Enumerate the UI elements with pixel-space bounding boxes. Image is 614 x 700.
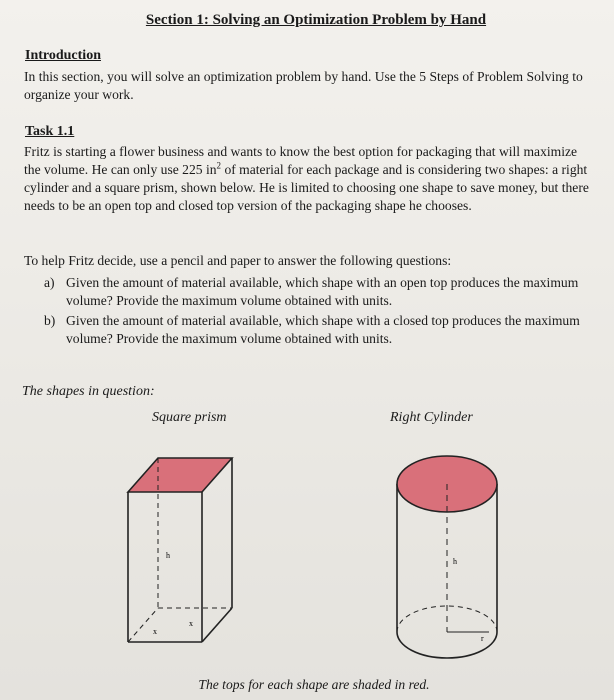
task-heading: Task 1.1 xyxy=(25,124,75,139)
question-marker: b) xyxy=(44,313,56,328)
question-a xyxy=(44,274,592,310)
prism-top-face xyxy=(128,458,232,492)
square-prism-caption: Square prism xyxy=(152,410,227,425)
cylinder-caption: Right Cylinder xyxy=(390,410,473,425)
cylinder-figure xyxy=(385,440,515,665)
cylinder-radius-label: r xyxy=(481,634,484,643)
question-marker: a) xyxy=(44,275,55,290)
question-text: Given the amount of material available, which shape with an open top produces the maximum volume? Provide the maximum volume obtained with units. xyxy=(66,275,579,308)
prism-height-label: h xyxy=(166,551,170,560)
task-text-before: Fritz is starting a flower business and wants to know the best option for packaging that will maximize the volume. He can only use 225 in xyxy=(24,144,578,177)
section-title: Section 1: Solving an Optimization Problem by Hand xyxy=(145,12,487,28)
square-prism-figure xyxy=(110,440,250,650)
unit-exponent: 2 xyxy=(216,160,222,171)
task-text-after: of material for each package and is considering two shapes: a right cylinder and a square prism, shown below. He is limited to choosing one shape to save money, but there needs to be an open top and closed top version of the packaging shape he chooses. xyxy=(24,162,589,213)
prism-hidden-edge xyxy=(128,608,158,642)
introduction-heading: Introduction xyxy=(25,48,101,63)
task-description xyxy=(24,143,596,215)
cylinder-height-label: h xyxy=(453,557,457,566)
question-text: Given the amount of material available, which shape with a closed top produces the maximum volume? Provide the maximum volume obtained with units. xyxy=(66,313,580,346)
introduction-text: In this section, you will solve an optimization problem by hand. Use the 5 Steps of Problem Solving to organize your work. xyxy=(24,69,583,102)
prism-base-label-2: x xyxy=(189,619,193,628)
question-list xyxy=(44,274,592,350)
prism-base-label-1: x xyxy=(153,627,157,636)
footer-note: The tops for each shape are shaded in red. xyxy=(198,677,430,692)
task-instructions: To help Fritz decide, use a pencil and paper to answer the following questions: xyxy=(24,253,452,268)
prism-edge xyxy=(202,608,232,642)
shapes-label: The shapes in question: xyxy=(22,384,155,399)
question-b xyxy=(44,312,592,348)
